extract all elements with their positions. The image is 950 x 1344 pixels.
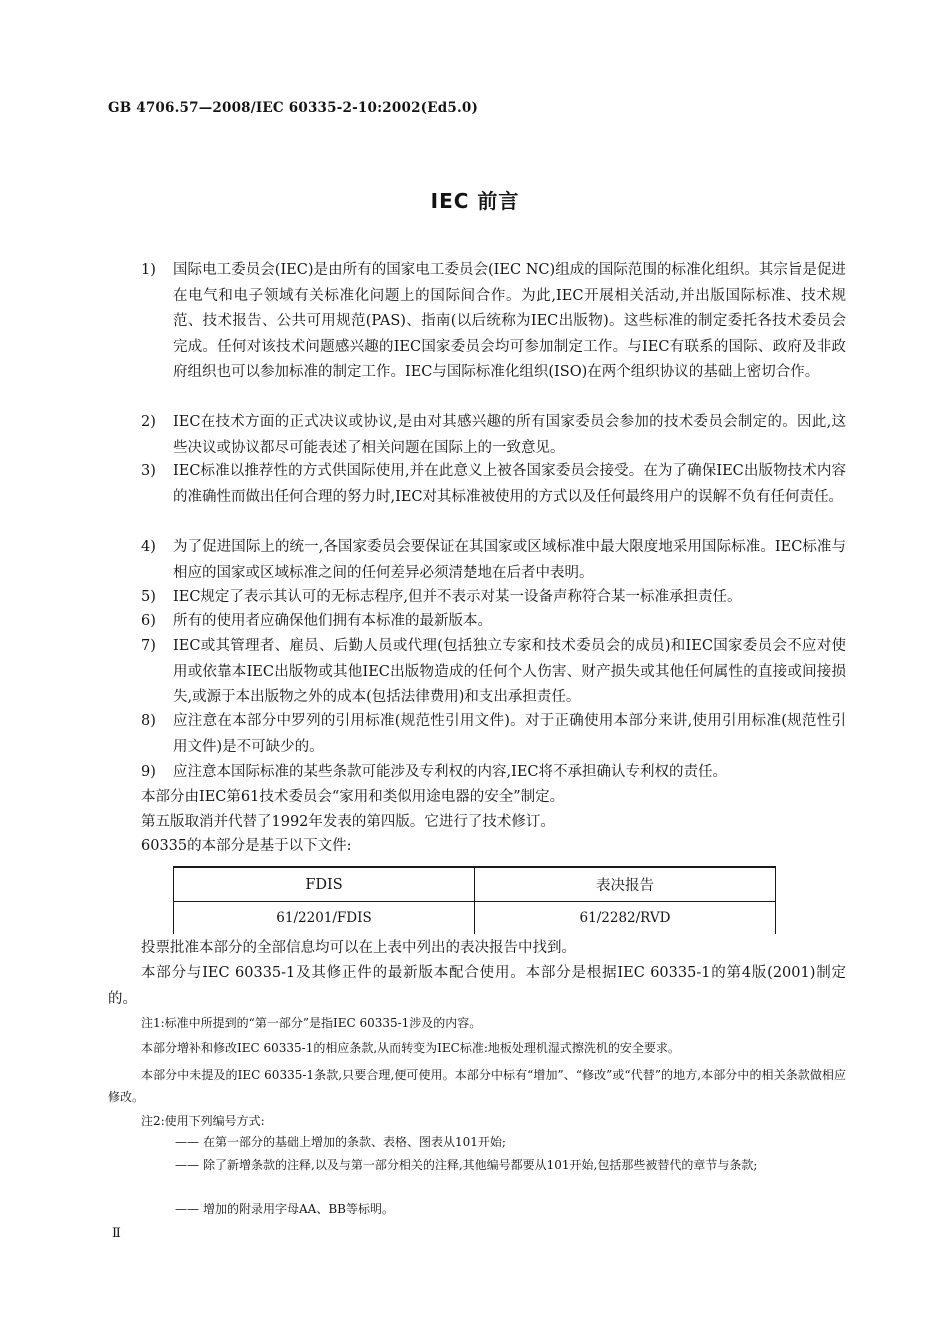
- item-number: 8): [141, 713, 156, 729]
- table-row: [174, 902, 776, 935]
- table-cell: 61/2201/FDIS: [174, 902, 475, 935]
- item-text: 应注意在本部分中罗列的引用标准(规范性引用文件)。对于正确使用本部分来讲,使用引用标准(规范性引用文件)是不可缺少的。: [173, 713, 846, 755]
- item-number: 9): [141, 764, 156, 780]
- note-2: 注2:使用下列编号方式:: [141, 1114, 265, 1128]
- item-text: 所有的使用者应确保他们拥有本标准的最新版本。: [173, 613, 492, 629]
- dash-text: 增加的附录用字母AA、BB等标明。: [203, 1202, 394, 1216]
- note-paragraph: 本部分增补和修改IEC 60335-1的相应条款,从而转变为IEC标准:地板处理机湿式擦洗机的安全要求。: [141, 1041, 680, 1055]
- dash-mark: ——: [175, 1202, 199, 1216]
- table-cell: 61/2282/RVD: [475, 902, 776, 935]
- item-text: IEC标准以推荐性的方式供国际使用,并在此意义上被各国家委员会接受。在为了确保IEC出版物技术内容的准确性而做出任何合理的努力时,IEC对其标准被使用的方式以及任何最终用户的误解不负有任何责任。: [173, 463, 846, 505]
- list-item: [141, 410, 846, 461]
- item-text: 应注意本国际标准的某些条款可能涉及专利权的内容,IEC将不承担确认专利权的责任。: [173, 764, 728, 780]
- note-paragraph: 本部分中未提及的IEC 60335-1条款,只要合理,便可使用。本部分中标有“增加”、“修改”或“代替”的地方,本部分中的相关条款做相应修改。: [108, 1068, 846, 1104]
- column-header-fdis: FDIS: [174, 867, 475, 902]
- paragraph: 本部分与IEC 60335-1及其修正件的最新版本配合使用。本部分是根据IEC 60335-1的第4版(2001)制定的。: [108, 965, 846, 1007]
- page-title: IEC 前言: [430, 189, 520, 213]
- item-number: 7): [141, 638, 156, 654]
- list-item: [141, 535, 846, 586]
- list-item: [141, 459, 846, 510]
- dash-item: [175, 1199, 846, 1220]
- dash-item: [175, 1155, 846, 1176]
- dash-mark: ——: [175, 1135, 199, 1149]
- item-number: 4): [141, 539, 156, 555]
- item-text: IEC或其管理者、雇员、后勤人员或代理(包括独立专家和技术委员会的成员)和IEC国家委员会不应对使用或依靠本IEC出版物或其他IEC出版物造成的任何个人伤害、财产损失或其他任何属性的直接或间接损失,或源于本出版物之外的成本(包括法律费用)和支出承担责任。: [173, 638, 846, 705]
- table-header-row: [174, 867, 776, 902]
- item-number: 3): [141, 463, 156, 479]
- dash-item: [175, 1132, 846, 1153]
- item-text: 国际电工委员会(IEC)是由所有的国家电工委员会(IEC NC)组成的国际范围的标准化组织。其宗旨是促进在电气和电子领域有关标准化问题上的国际间合作。为此,IEC开展相关活动,并出版国际标准、技术规范、技术报告、公共可用规范(PAS)、指南(以后统称为IEC出版物)。这些标准的制定委托各技术委员会完成。任何对该技术问题感兴趣的IEC国家委员会均可参加制定工作。与IEC有联系的国际、政府及非政府组织也可以参加标准的制定工作。IEC与国际标准化组织(ISO)在两个组织协议的基础上密切合作。: [173, 262, 846, 380]
- list-item: [141, 634, 846, 711]
- list-item: [141, 258, 846, 386]
- item-number: 5): [141, 589, 156, 605]
- dash-mark: ——: [175, 1158, 199, 1172]
- list-item: [141, 709, 846, 760]
- documents-table: [173, 866, 776, 934]
- dash-text: 在第一部分的基础上增加的条款、表格、图表从101开始;: [203, 1135, 506, 1149]
- item-number: 2): [141, 414, 156, 430]
- item-number: 1): [141, 262, 156, 278]
- paragraph: 投票批准本部分的全部信息均可以在上表中列出的表决报告中找到。: [141, 940, 576, 956]
- item-text: IEC在技术方面的正式决议或协议,是由对其感兴趣的所有国家委员会参加的技术委员会制定的。因此,这些决议或协议都尽可能表述了相关问题在国际上的一致意见。: [173, 414, 846, 456]
- list-item: [141, 760, 846, 786]
- dash-text: 除了新增条款的注释,以及与第一部分相关的注释,其他编号都要从101开始,包括那些被替代的章节与条款;: [203, 1158, 758, 1172]
- note-1: 注1:标准中所提到的“第一部分”是指IEC 60335-1涉及的内容。: [141, 1016, 482, 1030]
- column-header-vote-report: 表决报告: [475, 867, 776, 902]
- list-item: [141, 585, 846, 611]
- document-header: GB 4706.57—2008/IEC 60335-2-10:2002(Ed5.0): [108, 100, 479, 116]
- item-text: 为了促进国际上的统一,各国家委员会要保证在其国家或区域标准中最大限度地采用国际标准。IEC标准与相应的国家或区域标准之间的任何差异必须清楚地在后者中表明。: [173, 539, 846, 581]
- page-number: Ⅱ: [112, 1226, 121, 1241]
- item-text: IEC规定了表示其认可的无标志程序,但并不表示对某一设备声称符合某一标准承担责任。: [173, 589, 742, 605]
- paragraph: 本部分由IEC第61技术委员会“家用和类似用途电器的安全”制定。: [141, 789, 565, 805]
- paragraph: 第五版取消并代替了1992年发表的第四版。它进行了技术修订。: [141, 814, 555, 830]
- paragraph: 60335的本部分是基于以下文件:: [141, 838, 352, 854]
- item-number: 6): [141, 613, 156, 629]
- list-item: [141, 609, 846, 635]
